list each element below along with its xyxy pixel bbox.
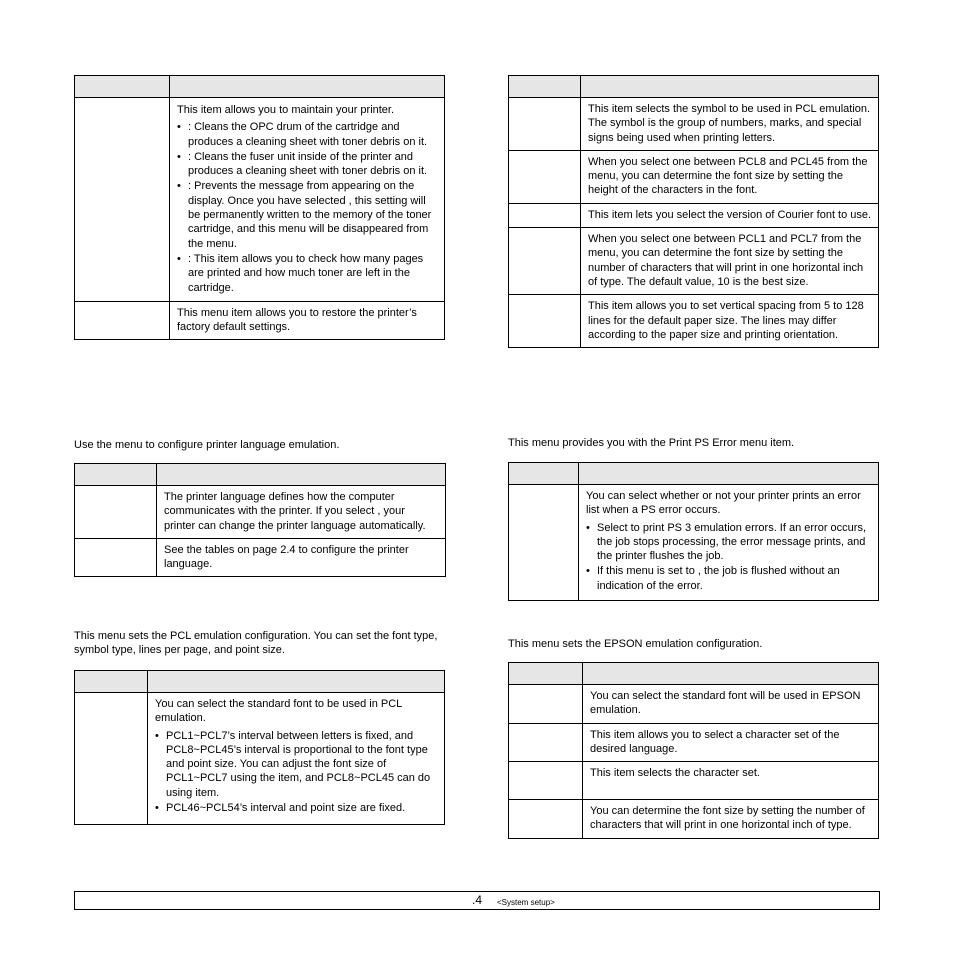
table-row bbox=[509, 203, 879, 227]
header-cell bbox=[148, 671, 445, 693]
bullet-list bbox=[586, 521, 872, 593]
bullet-text: : Cleans the OPC drum of the cartridge and produces a cleaning sheet with toner debris on it. bbox=[188, 121, 428, 148]
description-cell: You can determine the font size by setting the number of characters that will print in one horizontal inch of type. bbox=[583, 800, 879, 839]
option-cell bbox=[509, 800, 583, 839]
description-intro: This item allows you to maintain your printer. bbox=[177, 104, 395, 116]
header-cell bbox=[509, 663, 583, 685]
option-cell bbox=[75, 693, 148, 825]
epson-intro: This menu sets the EPSON emulation configuration. bbox=[508, 638, 763, 650]
bullet-item bbox=[155, 729, 438, 800]
description-intro: You can select whether or not your printer prints an error list when a PS error occurs. bbox=[586, 490, 861, 517]
bullet-text: PCL1~PCL7’s interval between letters is fixed, and PCL8~PCL45’s interval is proportional to the font type and point size. You can adjust the font size of PCL1~PCL7 using the item, and PCL8~PCL45 can do using item. bbox=[166, 729, 431, 799]
bullet-text: : Cleans the fuser unit inside of the printer and produces a cleaning sheet with toner debris on it. bbox=[188, 150, 428, 178]
header-cell bbox=[579, 463, 879, 485]
bullet-text: Select to print PS 3 emulation errors. If an error occurs, the job stops processing, the error message prints, and the printer flushes the job. bbox=[597, 521, 867, 563]
option-cell bbox=[75, 98, 170, 302]
option-cell bbox=[509, 150, 581, 203]
header-cell bbox=[75, 671, 148, 693]
header-cell bbox=[170, 76, 445, 98]
header-cell bbox=[583, 663, 879, 685]
table-row bbox=[509, 723, 879, 762]
description-intro: You can select the standard font to be used in PCL emulation. bbox=[155, 698, 402, 725]
header-cell bbox=[509, 463, 579, 485]
option-cell bbox=[509, 295, 581, 348]
description-cell: This menu item allows you to restore the printer’s factory default settings. bbox=[170, 301, 445, 340]
option-cell bbox=[509, 685, 583, 724]
bullet-item bbox=[586, 564, 872, 593]
bullet-text: : This item allows you to check how many pages are printed and how much toner are left in the cartridge. bbox=[188, 252, 424, 294]
description-cell: You can select the standard font will be used in EPSON emulation. bbox=[583, 685, 879, 724]
description-cell: This item allows you to select a character set of the desired language. bbox=[583, 723, 879, 762]
pcl-table bbox=[74, 670, 445, 825]
description-cell: When you select one between PCL8 and PCL45 from the menu, you can determine the font size by setting the height of the characters in the font. bbox=[581, 150, 879, 203]
description-cell: This item selects the character set. bbox=[583, 762, 879, 800]
header-cell bbox=[157, 464, 446, 486]
pcl-settings-table bbox=[508, 75, 879, 348]
bullet-list bbox=[155, 729, 438, 816]
table-row bbox=[75, 693, 445, 825]
option-cell bbox=[509, 98, 581, 151]
table-row bbox=[509, 150, 879, 203]
description-cell: This item allows you to set vertical spacing from 5 to 128 lines for the default paper size. The lines may differ according to the paper size and printing orientation. bbox=[581, 295, 879, 348]
table-row bbox=[509, 295, 879, 348]
header-cell bbox=[75, 76, 170, 98]
description-cell: The printer language defines how the computer communicates with the printer. If you select , your printer can change the printer language automatically. bbox=[157, 486, 446, 539]
table-row bbox=[509, 685, 879, 724]
description-cell: When you select one between PCL1 and PCL7 from the menu, you can determine the font size by setting the number of characters that will print in one horizontal inch of type. The default value, 10 is the best size. bbox=[581, 228, 879, 295]
option-cell bbox=[75, 301, 170, 340]
bullet-list bbox=[177, 120, 438, 295]
table-header-row bbox=[509, 76, 879, 98]
option-cell bbox=[509, 723, 583, 762]
bullet-item bbox=[177, 179, 438, 250]
table-row bbox=[509, 800, 879, 839]
emulation-intro: Use the menu to configure printer language emulation. bbox=[74, 439, 340, 451]
table-row bbox=[509, 485, 879, 601]
epson-table bbox=[508, 662, 879, 839]
option-cell bbox=[509, 203, 581, 227]
option-cell bbox=[75, 486, 157, 539]
ps-table bbox=[508, 462, 879, 601]
description-cell: This item lets you select the version of Courier font to use. bbox=[581, 203, 879, 227]
bullet-item bbox=[177, 252, 438, 295]
table-header-row bbox=[509, 663, 879, 685]
bullet-text: If this menu is set to , the job is flushed without an indication of the error. bbox=[597, 565, 840, 592]
bullet-text: : Prevents the message from appearing on the display. Once you have selected , this setting will be permanently written to the memory of the toner cartridge, and this menu will be disappeared from the menu. bbox=[188, 180, 432, 250]
description-cell bbox=[170, 98, 445, 302]
description-cell: See the tables on page 2.4 to configure the printer language. bbox=[157, 538, 446, 577]
header-cell bbox=[509, 76, 581, 98]
page-number: .4 bbox=[472, 893, 483, 907]
table-row bbox=[75, 301, 445, 340]
bullet-text: PCL46~PCL54’s interval and point size are fixed. bbox=[166, 802, 406, 815]
option-cell bbox=[509, 762, 583, 800]
description-cell: This item selects the symbol to be used in PCL emulation. The symbol is the group of numbers, marks, and special signs being used when printing letters. bbox=[581, 98, 879, 151]
section-name: <System setup> bbox=[497, 898, 555, 907]
table-header-row bbox=[509, 463, 879, 485]
emulation-table bbox=[74, 463, 446, 577]
description-cell bbox=[579, 485, 879, 601]
table-row bbox=[509, 228, 879, 295]
option-cell bbox=[509, 485, 579, 601]
bullet-item bbox=[155, 801, 438, 815]
header-cell bbox=[75, 464, 157, 486]
table-row bbox=[75, 486, 446, 539]
table-header-row bbox=[75, 76, 445, 98]
table-header-row bbox=[75, 464, 446, 486]
pcl-intro: This menu sets the PCL emulation configuration. You can set the font type, symbol type, lines per page, and point size. bbox=[74, 630, 438, 656]
ps-intro: This menu provides you with the Print PS Error menu item. bbox=[508, 437, 795, 449]
bullet-item bbox=[177, 120, 438, 149]
option-cell bbox=[75, 538, 157, 577]
bullet-item bbox=[177, 150, 438, 179]
maintenance-table bbox=[74, 75, 445, 340]
header-cell bbox=[581, 76, 879, 98]
table-row bbox=[75, 98, 445, 302]
table-row bbox=[75, 538, 446, 577]
table-header-row bbox=[75, 671, 445, 693]
page-footer bbox=[74, 891, 880, 910]
table-row bbox=[509, 98, 879, 151]
option-cell bbox=[509, 228, 581, 295]
table-row bbox=[509, 762, 879, 800]
bullet-item bbox=[586, 521, 872, 564]
description-cell bbox=[148, 693, 445, 825]
